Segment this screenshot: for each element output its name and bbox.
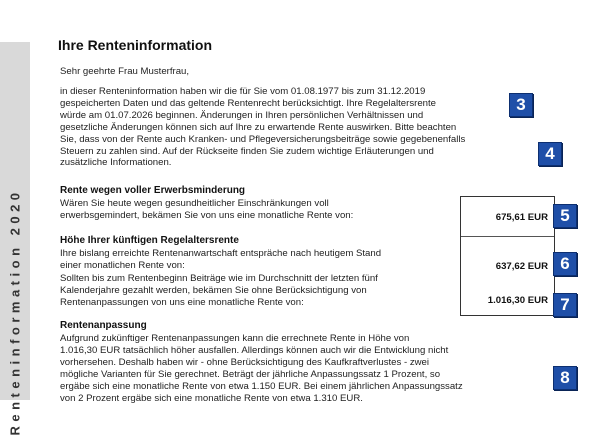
heading-erwerbsminderung: Rente wegen voller Erwerbsminderung	[60, 185, 246, 196]
text-regelaltersrente-1: Ihre bislang erreichte Rentenanwartschaft entspräche nach heutigem Stand einer monatlichen Rente von:	[60, 248, 382, 271]
annotation-badge-8: 8	[553, 366, 577, 390]
text-rentenanpassung: Aufgrund zukünftiger Rentenanpassungen kann die errechnete Rente in Höhe von 1.016,30 EUR tatsächlich höher ausfallen. Allerdings können auch wir die Entwicklung nicht vorhersehen. Deshalb haben wir - ohne Berücksichtigung des Kaufkraftverlustes - zwei mögliche Varianten für Sie gerechnet. Beträgt der jährliche Anpassungssatz 1 Prozent, so ergäbe sich eine monatliche Rente von etwa 1.150 EUR. Bei einem jährlichen Anpassungssatz von 2 Prozent ergäbe sich eine monatliche Rente von etwa 1.310 EUR.	[60, 333, 463, 404]
text-regelaltersrente-2: Sollten bis zum Rentenbeginn Beiträge wie im Durchschnitt der letzten fünf Kalenderjahre gezahlt werden, bekämen Sie ohne Berücksichtigung von Rentenanpassungen von uns eine monatliche Rente von:	[60, 273, 378, 308]
amount-regelaltersrente-current: 637,62 EUR	[495, 261, 548, 272]
heading-rentenanpassung: Rentenanpassung	[60, 320, 147, 331]
annotation-badge-7: 7	[553, 293, 577, 317]
amount-regelaltersrente-projected: 1.016,30 EUR	[487, 295, 548, 306]
amount-box	[460, 196, 555, 316]
annotation-badge-3: 3	[509, 93, 533, 117]
sidebar	[0, 42, 30, 436]
text-erwerbsminderung: Wären Sie heute wegen gesundheitlicher Einschränkungen voll erwerbsgemindert, bekämen Sie von uns eine monatliche Rente von:	[60, 198, 354, 221]
salutation: Sehr geehrte Frau Musterfrau,	[60, 66, 190, 77]
amount-separator	[461, 236, 554, 237]
intro-paragraph: in dieser Renteninformation haben wir die für Sie vom 01.08.1977 bis zum 31.12.2019 gespeicherten Daten und das geltende Rentenrecht berücksichtigt. Ihre Regelaltersrente würde am 01.07.2026 beginnen. Änderungen in Ihren persönlichen Verhältnissen und gesetzliche Änderungen können sich auf Ihre zu erwartende Rente auswirken. Bitte beachten Sie, dass von der Rente auch Kranken- und Pflegeversicherungsbeiträge sowie gegebenenfalls Steuern zu zahlen sind. Auf der Rückseite finden Sie zudem wichtige Erläuterungen und zusätzliche Informationen.	[60, 86, 466, 169]
annotation-badge-5: 5	[553, 204, 577, 228]
heading-regelaltersrente: Höhe Ihrer künftigen Regelaltersrente	[60, 235, 239, 246]
annotation-badge-6: 6	[553, 252, 577, 276]
document-title: Ihre Renteninformation	[58, 37, 213, 53]
amount-erwerbsminderung: 675,61 EUR	[495, 212, 548, 223]
annotation-badge-4: 4	[538, 142, 562, 166]
sidebar-vertical-label: Renteninformation 2020	[7, 188, 23, 436]
